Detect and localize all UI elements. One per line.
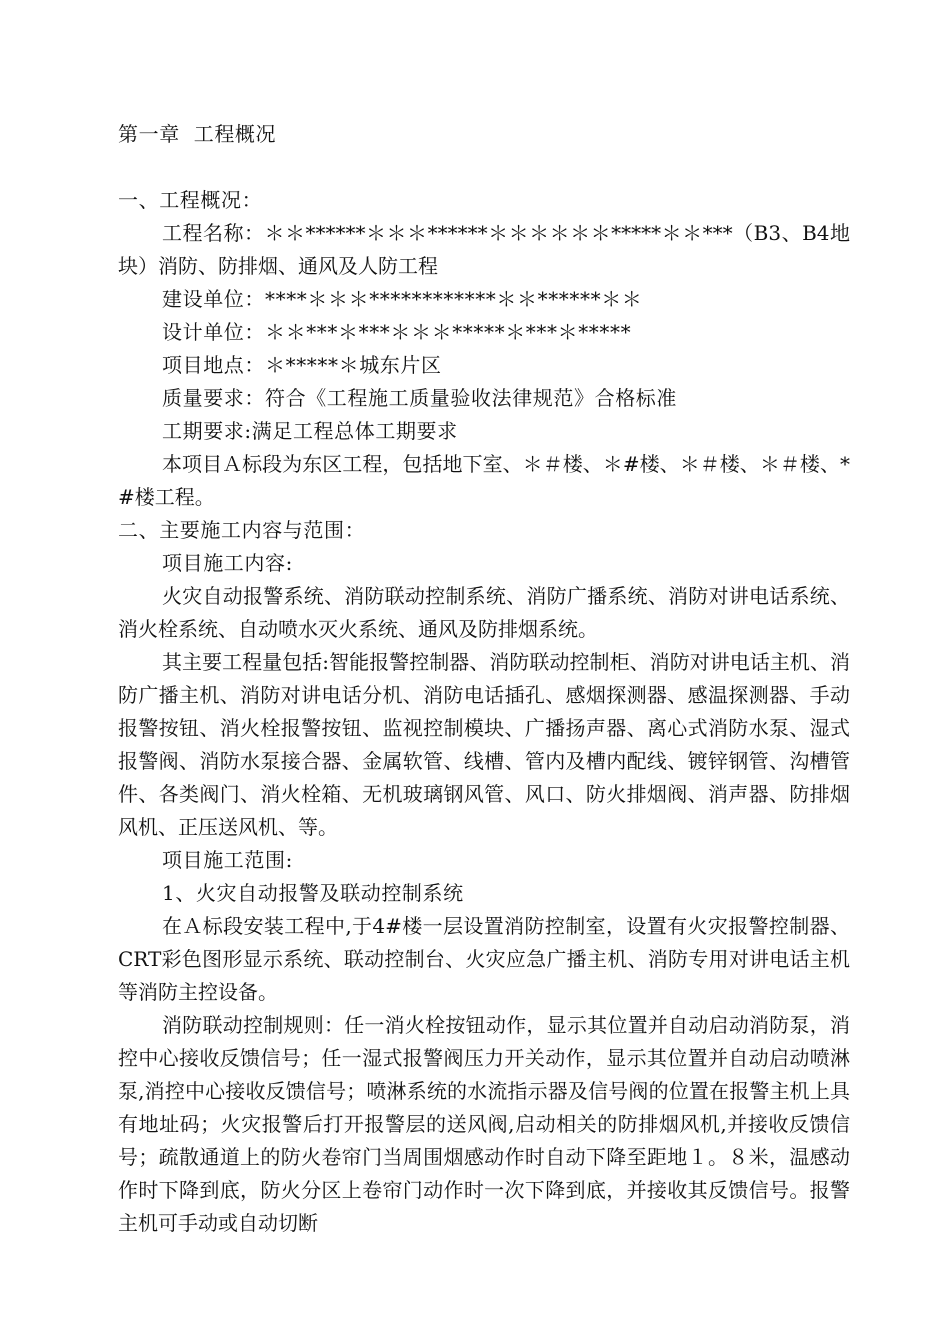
content-heading: 项目施工内容: — [162, 551, 293, 575]
designer-unit: 设计单位：＊＊***＊***＊＊＊*****＊***＊***** — [162, 320, 632, 344]
rules-paragraph: 消防联动控制规则：任一消火栓按钮动作，显示其位置并自动启动消防泵，消控中心接收反馈信号；任一湿式报警阀压力开关动作，显示其位置并自动启动喷淋泵,消控中心接收反馈信号；喷淋系统的水流指示器及信号阀的位置在报警主机上具有地址码；火灾报警后打开报警层的送风阀,启动相关的防排烟风机,并接收反馈信号；疏散通道上的防火卷帘门当周围烟感动作时自动下降至距地１。８米，温感动作时下降到底，防火分区上卷帘门动作时一次下降到底，并接收其反馈信号。报警主机可手动或自动切断 — [118, 1013, 850, 1235]
section1-heading: 一、工程概况： — [118, 188, 263, 212]
quantities-paragraph: 其主要工程量包括:智能报警控制器、消防联动控制柜、消防对讲电话主机、消防广播主机、消防对讲电话分机、消防电话插孔、感烟探测器、感温探测器、手动报警按钮、消火栓报警按钮、监视控制模块、广播扬声器、离心式消防水泵、湿式报警阀、消防水泵接合器、金属软管、线槽、管内及槽内配线、镀锌钢管、沟槽管件、各类阀门、消火栓箱、无机玻璃钢风管、风口、防火排烟阀、消声器、防排烟风机、正压送风机、等。 — [118, 650, 850, 839]
item1-paragraph: 在Ａ标段安装工程中,于4#楼一层设置消防控制室，设置有火灾报警控制器、CRT彩色图形显示系统、联动控制台、火灾应急广播主机、消防专用对讲电话主机等消防主控设备。 — [118, 914, 850, 1004]
document-body — [118, 118, 850, 1240]
section2-heading: 二、主要施工内容与范围： — [118, 518, 366, 542]
schedule-requirement: 工期要求:满足工程总体工期要求 — [162, 419, 458, 443]
scope-note: 本项目Ａ标段为东区工程，包括地下室、＊＃楼、＊#楼、＊＃楼、＊＃楼、*#楼工程。 — [118, 452, 850, 509]
chapter-title: 第一章 工程概况 — [118, 122, 277, 146]
content-paragraph: 火灾自动报警系统、消防联动控制系统、消防广播系统、消防对讲电话系统、消火栓系统、自动喷水灭火系统、通风及防排烟系统。 — [118, 584, 850, 641]
builder-unit: 建设单位：****＊＊＊************＊＊******＊＊ — [162, 287, 643, 311]
item1-heading: 1、火灾自动报警及联动控制系统 — [162, 881, 464, 905]
quality-requirement: 质量要求：符合《工程施工质量验收法律规范》合格标准 — [162, 386, 677, 410]
project-location: 项目地点：＊*****＊城东片区 — [162, 353, 442, 377]
range-heading: 项目施工范围: — [162, 848, 293, 872]
project-name: 工程名称：＊＊******＊＊＊******＊＊＊＊＊＊*****＊＊***（B3、B4地块）消防、防排烟、通风及人防工程 — [118, 221, 850, 278]
